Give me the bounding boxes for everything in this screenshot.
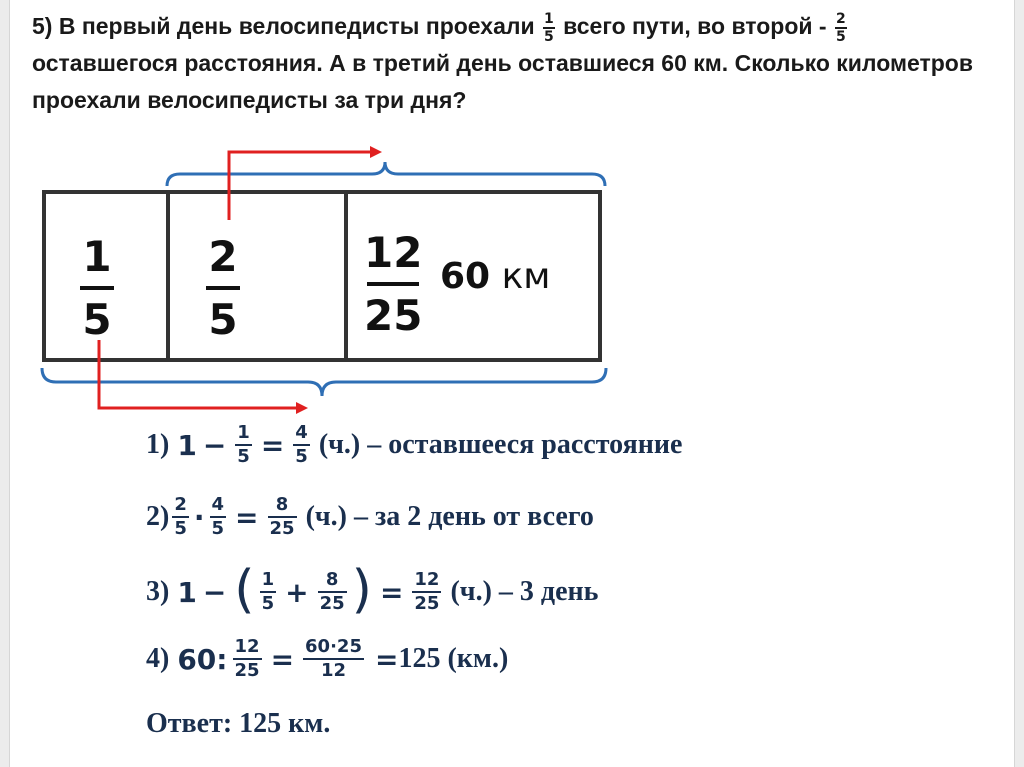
step-fraction <box>293 424 310 466</box>
fraction-numerator: 2 <box>835 10 846 27</box>
fraction-numerator: 12 <box>414 569 440 590</box>
solution-step-3 <box>146 560 599 620</box>
fraction-denominator: 25 <box>269 518 295 539</box>
fraction-denominator: 5 <box>295 446 308 467</box>
fraction-denominator: 5 <box>261 593 275 614</box>
step-fraction <box>412 571 441 613</box>
step-fraction <box>318 571 347 613</box>
problem-text-3: оставшегося расстояния. А в третий день оставшиеся 60 км. Сколько километров проехали велосипедисты за три дня? <box>32 50 973 113</box>
step-fraction <box>172 496 189 538</box>
fraction-denominator: 5 <box>237 446 250 467</box>
solution-step-2 <box>146 496 594 538</box>
multiply-sign: · <box>193 500 205 534</box>
step-label: 3) <box>146 576 170 607</box>
fraction-numerator: 1 <box>82 232 112 281</box>
step-fraction <box>260 571 277 613</box>
distance-unit: км <box>501 256 551 297</box>
fraction-denominator: 25 <box>234 660 260 681</box>
fraction-denominator: 25 <box>414 593 440 614</box>
step-description: (ч.) – оставшееся расстояние <box>318 429 683 460</box>
solution-step-4 <box>146 638 508 680</box>
fraction-numerator: 60·25 <box>305 636 362 657</box>
step-term: 1 <box>177 575 197 609</box>
step-fraction <box>268 496 297 538</box>
problem-text-1: 5) В первый день велосипедисты проехали <box>32 13 535 39</box>
fraction-denominator: 5 <box>835 28 846 45</box>
equals-sign: = <box>235 500 259 534</box>
plus-sign: + <box>285 575 309 609</box>
fraction-denominator: 25 <box>364 291 423 340</box>
step-term: 60 <box>177 642 217 676</box>
top-arrow <box>229 152 372 220</box>
fraction-denominator: 5 <box>208 295 238 344</box>
fraction-denominator: 5 <box>82 295 112 344</box>
step-label: 1) <box>146 429 170 460</box>
step-description: (ч.) – 3 день <box>450 576 599 607</box>
top-brace <box>167 162 605 186</box>
equals-sign: = <box>379 575 404 609</box>
final-answer: Ответ: 125 км. <box>146 708 331 739</box>
divide-sign: : <box>216 642 228 676</box>
fraction-numerator: 8 <box>275 494 289 515</box>
fraction-numerator: 2 <box>174 494 187 515</box>
fraction-numerator: 1 <box>237 422 250 443</box>
fraction-numerator: 12 <box>364 228 423 277</box>
top-arrowhead <box>370 146 382 158</box>
fraction-numerator: 2 <box>208 232 238 281</box>
fraction-numerator: 8 <box>325 569 339 590</box>
step-fraction <box>210 496 227 538</box>
fraction-numerator: 12 <box>234 636 260 657</box>
fraction-denominator: 12 <box>320 660 347 681</box>
bottom-arrow <box>99 340 298 408</box>
step-fraction <box>235 424 252 466</box>
fraction-denominator: 5 <box>544 28 554 45</box>
step-fraction <box>303 638 364 680</box>
bottom-brace <box>42 368 606 396</box>
fraction-numerator: 4 <box>295 422 308 443</box>
bottom-arrowhead <box>296 402 308 414</box>
step-term: 1 <box>177 428 197 462</box>
problem-text-2: всего пути, во второй - <box>563 13 827 39</box>
equals-sign: = <box>260 428 285 462</box>
solution-step-1 <box>146 424 682 466</box>
minus-sign: − <box>202 428 227 462</box>
left-paren: ( <box>234 560 255 620</box>
fraction-numerator: 4 <box>211 494 225 515</box>
minus-sign: − <box>202 575 227 609</box>
step-fraction <box>233 638 262 680</box>
step-label: 4) <box>146 643 170 674</box>
step-result: 125 (км.) <box>398 643 509 674</box>
distance-value: 60 <box>440 256 491 297</box>
right-paren: ) <box>351 560 372 620</box>
step-label: 2) <box>146 501 170 532</box>
fraction-numerator: 1 <box>544 10 554 27</box>
fraction-denominator: 25 <box>319 593 345 614</box>
fraction-numerator: 1 <box>261 569 275 590</box>
equals-sign: = <box>270 642 295 676</box>
fraction-denominator: 5 <box>211 518 225 539</box>
step-description: (ч.) – за 2 день от всего <box>305 501 594 532</box>
equals-sign: = <box>374 642 399 676</box>
fraction-denominator: 5 <box>174 518 187 539</box>
